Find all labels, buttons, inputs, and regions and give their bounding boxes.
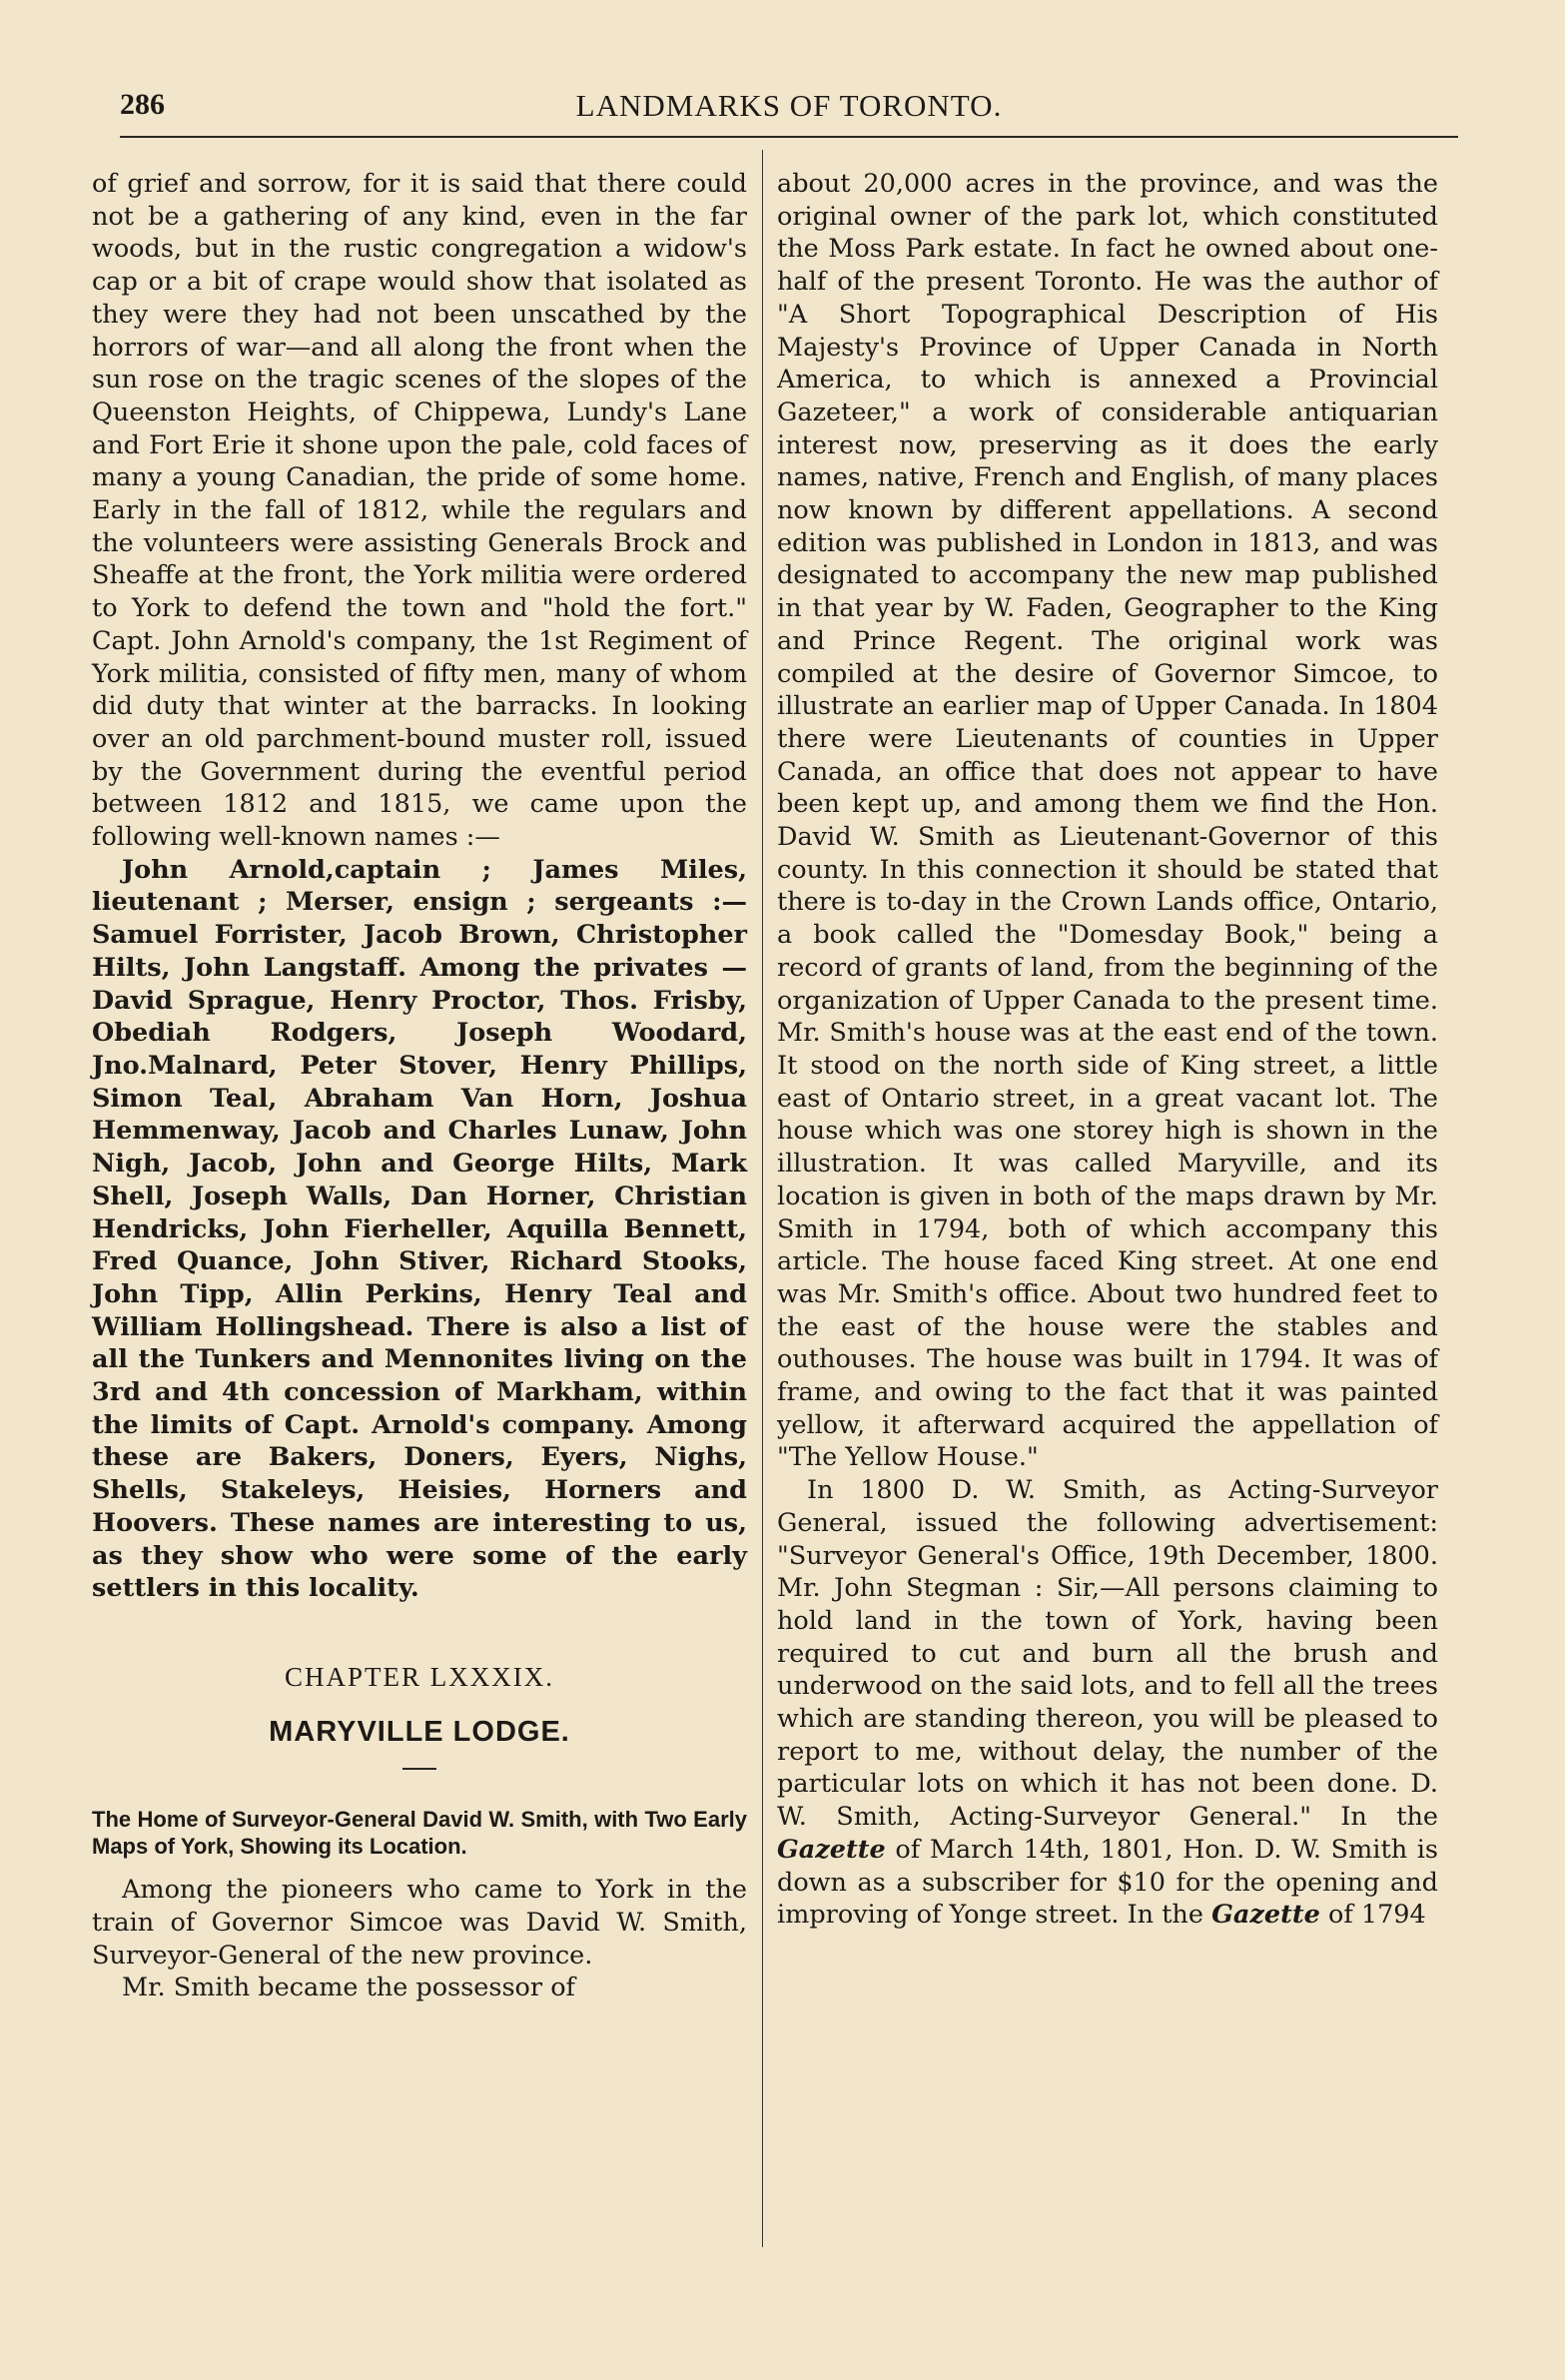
paragraph-advertisement [777,1474,1438,1932]
advertisement-text: In 1800 D. W. Smith, as Acting-Surveyor General, issued the following advertisement: "Surveyor General's Office, 19th December, 1800. Mr. John Stegman : Sir,—All persons claiming to hold land in the town of York, having been required to cut and burn all the brush and underwood on the said lots, and to fell all the trees which are standing thereon, you will be pleased to report to me, without delay, the number of the particular lots on which it has not been done. D. W. Smith, Acting-Surveyor General." In the [777,1475,1438,1833]
running-title: LANDMARKS OF TORONTO. [575,88,1003,123]
column-divider [762,150,763,2247]
paragraph-grief-and-sorrow: of grief and sorrow, for it is said that there could not be a gathering of any kind, even in the far woods, but in the rustic congregation a widow's cap or a bit of crape would show that isolated as they were they had not been unscathed by the horrors of war—and all along the front when the sun rose on the tragic scenes of the slopes of the Queenston Heights, of Chippewa, Lundy's Lane and Fort Erie it shone upon the pale, cold faces of many a young Canadian, the pride of some home. Early in the fall of 1812, while the regulars and the volunteers were assisting Generals Brock and Sheaffe at the front, the York militia were ordered to York to defend the town and "hold the fort." Capt. John Arnold's company, the 1st Regiment of York militia, consisted of fifty men, many of whom did duty that winter at the barracks. In looking over an old parchment-bound muster roll, issued by the Government during the eventful period between 1812 and 1815, we came upon the following well-known names :— [92,169,747,853]
gazette-title-1: Gazette [777,1834,886,1865]
gazette-year-text: of 1794 [1319,1900,1426,1931]
chapter-heading: CHAPTER LXXXIX. [285,1661,554,1692]
paragraph-smith-estate: about 20,000 acres in the province, and was the original owner of the park lot, which constituted the Moss Park estate. In fact he owned about one-half of the present Toronto. He was the author of "A Short Topographical Description of His Majesty's Province of Upper Canada in North America, to which is annexed a Provincial Gazeteer," a work of considerable antiquarian interest now, preserving as it does the early names, native, French and English, of many places now known by different appellations. A second edition was published in London in 1813, and was designated to accompany the new map published in that year by W. Faden, Geographer to the King and Prince Regent. The original work was compiled at the desire of Governor Simcoe, to illustrate an earlier map of Upper Canada. In 1804 there were Lieutenants of counties in Upper Canada, an office that does not appear to have been kept up, and among them we find the Hon. David W. Smith as Lieutenant-Governor of this county. In this connection it should be stated that there is to-day in the Crown Lands office, Ontario, a book called the "Domesday Book," being a record of grants of land, from the beginning of the organization of Upper Canada to the present time. Mr. Smith's house was at the east end of the town. It stood on the north side of King street, a little east of Ontario street, in a great vacant lot. The house which was one storey high is shown in the illustration. It was called Maryville, and its location is given in both of the maps drawn by Mr. Smith in 1794, both of which accompany this article. The house faced King street. At one end was Mr. Smith's office. About two hundred feet to the east of the house were the stables and outhouses. The house was built in 1794. It was of frame, and owing to the fact that it was painted yellow, it afterward acquired the appellation of "The Yellow House." [777,169,1438,1473]
right-column [777,168,1438,1932]
left-column [92,168,747,2004]
section-title: MARYVILLE LODGE. [269,1715,570,1748]
header-rule [120,136,1458,138]
page-header [120,88,1458,132]
paragraph-muster-roll-names: John Arnold,captain ; James Miles, lieutenant ; Merser, ensign ; sergeants :—Samuel Forrister, Jacob Brown, Christopher Hilts, John Langstaff. Among the privates —David Sprague, Henry Proctor, Thos. Frisby, Obediah Rodgers, Joseph Woodard, Jno.Malnard, Peter Stover, Henry Phillips, Simon Teal, Abraham Van Horn, Joshua Hemmenway, Jacob and Charles Lunaw, John Nigh, Jacob, John and George Hilts, Mark Shell, Joseph Walls, Dan Horner, Christian Hendricks, John Fierheller, Aquilla Bennett, Fred Quance, John Stiver, Richard Stooks, John Tipp, Allin Perkins, Henry Teal and William Hollingshead. There is also a list of all the Tunkers and Mennonites living on the 3rd and 4th concession of Markham, within the limits of Capt. Arnold's company. Among these are Bakers, Doners, Eyers, Nighs, Shells, Stakeleys, Heisies, Horners and Hoovers. These names are interesting to us, as they show who were some of the early settlers in this locality. [92,854,747,1604]
page-number: 286 [120,88,165,121]
gazette-title-2: Gazette [1211,1900,1320,1931]
paragraph-pioneers: Among the pioneers who came to York in the train of Governor Simcoe was David W. Smith, Surveyor-General of the new province. [92,1875,747,1971]
section-dash-rule [402,1768,436,1770]
section-subtitle: The Home of Surveyor-General David W. Smith, with Two Early Maps of York, Showing its Location. [92,1807,747,1860]
paragraph-mr-smith-possessor: Mr. Smith became the possessor of [122,1973,575,2003]
subscriber-text: of March 14th, 1801, Hon. D. W. Smith is down as a subscriber for $10 for the opening and improving of Yonge street. In the [777,1834,1438,1931]
